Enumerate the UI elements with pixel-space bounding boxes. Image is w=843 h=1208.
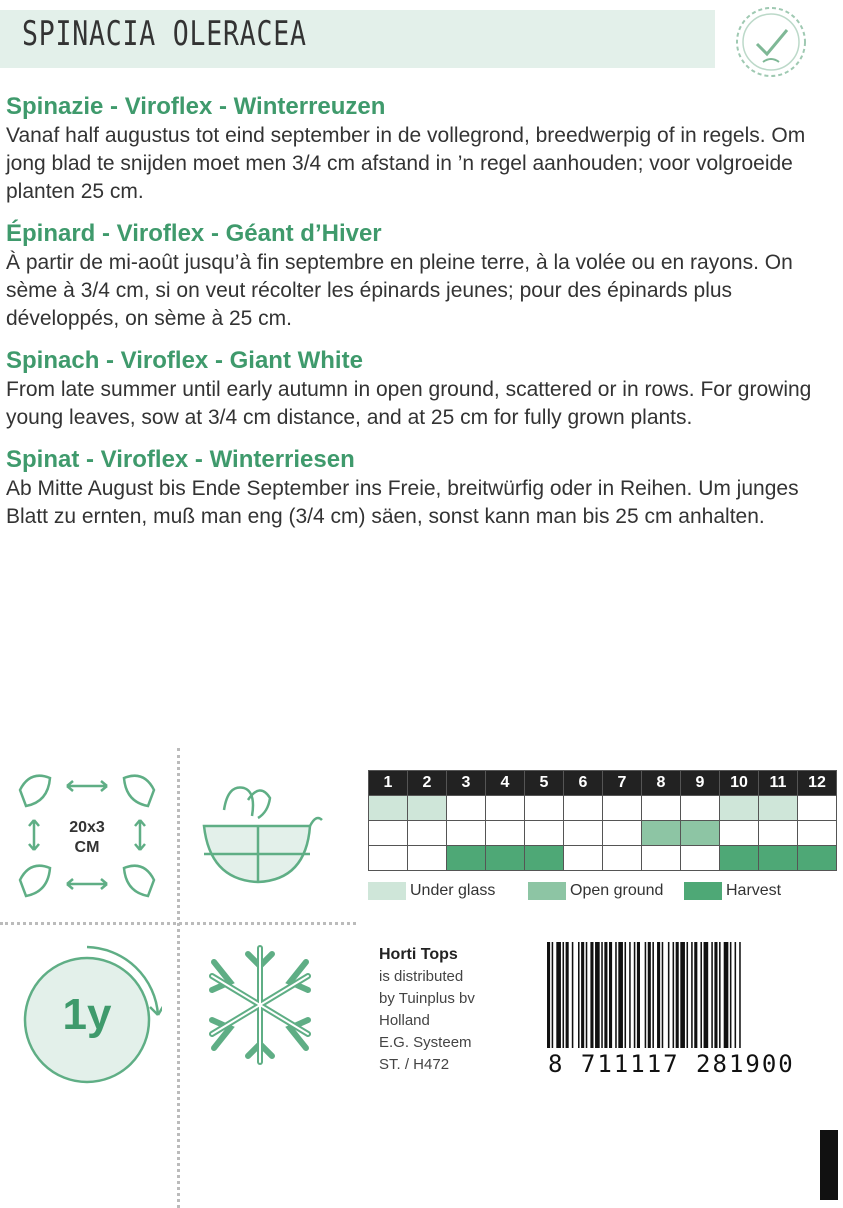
vertical-divider <box>177 748 180 1208</box>
open-ground-cell <box>408 821 447 846</box>
barcode-bar <box>694 942 697 1048</box>
month-header-cell: 3 <box>447 771 486 796</box>
barcode-bar <box>680 942 685 1048</box>
section-heading: Spinazie - Viroflex - Winterreuzen <box>6 93 386 120</box>
harvest-cell <box>564 846 603 871</box>
month-header-cell: 12 <box>798 771 837 796</box>
barcode-bar <box>601 942 603 1048</box>
sowing-calendar <box>368 770 837 871</box>
barcode-bar <box>735 942 737 1048</box>
barcode-bar <box>609 942 612 1048</box>
distributor-line: Holland <box>379 1012 430 1029</box>
section-body: Ab Mitte August bis Ende September ins Freie, breitwürfig oder in Reihen. Um junges Blatt zu ernten, muß man eng (3/4 cm) säen, sonst kann man bis 25 cm anhalten. <box>6 477 799 528</box>
barcode-bar <box>657 942 660 1048</box>
harvest-cell <box>408 846 447 871</box>
barcode-bar <box>739 942 741 1048</box>
leaf-spacing-icon <box>12 768 162 903</box>
check-badge-icon <box>733 4 809 80</box>
section-heading: Épinard - Viroflex - Géant d’Hiver <box>6 220 382 247</box>
barcode-bar <box>676 942 679 1048</box>
under-glass-cell <box>447 796 486 821</box>
barcode-bar <box>673 942 675 1048</box>
barcode-bar <box>566 942 569 1048</box>
month-header-cell: 7 <box>603 771 642 796</box>
month-header-cell: 6 <box>564 771 603 796</box>
open-ground-cell <box>798 821 837 846</box>
legend-swatch <box>684 882 722 900</box>
horizontal-divider <box>0 922 356 925</box>
barcode-bar <box>700 942 702 1048</box>
legend-harvest <box>684 882 781 900</box>
barcode-bar <box>581 942 584 1048</box>
open-ground-cell <box>525 821 564 846</box>
barcode-bar <box>648 942 651 1048</box>
section-fr <box>6 219 838 333</box>
under-glass-cell <box>564 796 603 821</box>
harvest-cell <box>720 846 759 871</box>
barcode-bar <box>637 942 640 1048</box>
under-glass-cell <box>681 796 720 821</box>
barcode-bar <box>578 942 580 1048</box>
legend-label: Under glass <box>410 882 496 900</box>
under-glass-cell <box>486 796 525 821</box>
barcode-bar <box>711 942 713 1048</box>
calendar-open-ground-row <box>369 821 837 846</box>
spacing-value: 20x3 <box>69 819 105 836</box>
section-de <box>6 445 838 531</box>
brand-name: Horti Tops <box>379 946 458 963</box>
legend-label: Open ground <box>570 882 664 900</box>
month-header-cell: 10 <box>720 771 759 796</box>
barcode-bar <box>604 942 607 1048</box>
barcode-bar <box>691 942 693 1048</box>
barcode-bar <box>552 942 554 1048</box>
month-header-cell: 5 <box>525 771 564 796</box>
calendar-header-row <box>369 771 837 796</box>
barcode-bar <box>590 942 593 1048</box>
page-title: SPINACIA OLERACEA <box>22 14 307 54</box>
section-body: À partir de mi-août jusqu’à fin septembre en pleine terre, à la volée ou en rayons. On sème à 3/4 cm, si on veut récolter les épinards jeunes; pour des épinards plus développés, on sème à 25 cm. <box>6 251 793 330</box>
harvest-cell <box>681 846 720 871</box>
calendar-harvest-row <box>369 846 837 871</box>
barcode-bar <box>572 942 574 1048</box>
barcode-digits: 8 711117 281900 <box>548 1050 795 1078</box>
distributor-line: E.G. Systeem <box>379 1034 472 1051</box>
under-glass-cell <box>642 796 681 821</box>
barcode-bar <box>662 942 664 1048</box>
open-ground-cell <box>759 821 798 846</box>
barcode-bar <box>687 942 689 1048</box>
harvest-bowl-icon <box>198 770 328 890</box>
legend-swatch <box>368 882 406 900</box>
legend-swatch <box>528 882 566 900</box>
lifespan-label: 1y <box>62 990 112 1039</box>
section-heading: Spinach - Viroflex - Giant White <box>6 347 363 374</box>
barcode-bar <box>668 942 670 1048</box>
barcode-bar <box>547 942 550 1048</box>
barcode-bar <box>563 942 565 1048</box>
annual-cycle-icon <box>12 945 162 1095</box>
legend-label: Harvest <box>726 882 782 900</box>
spacing-unit: CM <box>74 839 100 856</box>
month-header-cell: 4 <box>486 771 525 796</box>
open-ground-cell <box>447 821 486 846</box>
barcode-bar <box>730 942 732 1048</box>
open-ground-cell <box>369 821 408 846</box>
barcode-bar <box>714 942 717 1048</box>
barcode-bar <box>586 942 588 1048</box>
barcode-bar <box>618 942 623 1048</box>
barcode-bar <box>634 942 636 1048</box>
harvest-cell <box>486 846 525 871</box>
calendar-under-glass-row <box>369 796 837 821</box>
under-glass-cell <box>408 796 447 821</box>
distributor-info <box>379 944 475 1076</box>
barcode-bar <box>652 942 654 1048</box>
distributor-line: is distributed <box>379 968 464 985</box>
month-header-cell: 11 <box>759 771 798 796</box>
month-header-cell: 8 <box>642 771 681 796</box>
barcode-bar <box>719 942 721 1048</box>
barcode-bar <box>625 942 627 1048</box>
barcode-bar <box>704 942 709 1048</box>
open-ground-cell <box>486 821 525 846</box>
section-body: From late summer until early autumn in open ground, scattered or in rows. For growing young leaves, sow at 3/4 cm distance, and at 25 cm for fully grown plants. <box>6 378 812 429</box>
section-heading: Spinat - Viroflex - Winterriesen <box>6 446 355 473</box>
harvest-cell <box>525 846 564 871</box>
under-glass-cell <box>798 796 837 821</box>
under-glass-cell <box>759 796 798 821</box>
barcode-bar <box>724 942 729 1048</box>
barcode-bar <box>556 942 561 1048</box>
harvest-cell <box>369 846 408 871</box>
open-ground-cell <box>681 821 720 846</box>
open-ground-cell <box>720 821 759 846</box>
spacing-label <box>52 818 122 858</box>
distributor-line: by Tuinplus bv <box>379 990 475 1007</box>
open-ground-cell <box>564 821 603 846</box>
harvest-cell <box>447 846 486 871</box>
distributor-line: ST. / H472 <box>379 1056 450 1073</box>
legend-under-glass <box>368 882 495 900</box>
harvest-cell <box>798 846 837 871</box>
harvest-cell <box>759 846 798 871</box>
open-ground-cell <box>603 821 642 846</box>
barcode-icon <box>545 942 830 1050</box>
under-glass-cell <box>720 796 759 821</box>
month-header-cell: 2 <box>408 771 447 796</box>
open-ground-cell <box>642 821 681 846</box>
section-en <box>6 346 838 432</box>
under-glass-cell <box>525 796 564 821</box>
under-glass-cell <box>603 796 642 821</box>
month-header-cell: 1 <box>369 771 408 796</box>
barcode-bar <box>645 942 647 1048</box>
edge-bar <box>820 1130 838 1200</box>
harvest-cell <box>642 846 681 871</box>
month-header-cell: 9 <box>681 771 720 796</box>
under-glass-cell <box>369 796 408 821</box>
snowflake-icon <box>200 940 320 1070</box>
section-body: Vanaf half augustus tot eind september in de vollegrond, breedwerpig of in regels. Om jong blad te snijden moet men 3/4 cm afstand in ’n regel aanhouden; voor volgroeide planten 25 cm. <box>6 124 806 203</box>
harvest-cell <box>603 846 642 871</box>
barcode-bar <box>629 942 631 1048</box>
section-nl <box>6 92 838 206</box>
barcode-bar <box>615 942 617 1048</box>
barcode-bar <box>595 942 600 1048</box>
legend-open-ground <box>528 882 663 900</box>
instructions <box>6 92 838 544</box>
